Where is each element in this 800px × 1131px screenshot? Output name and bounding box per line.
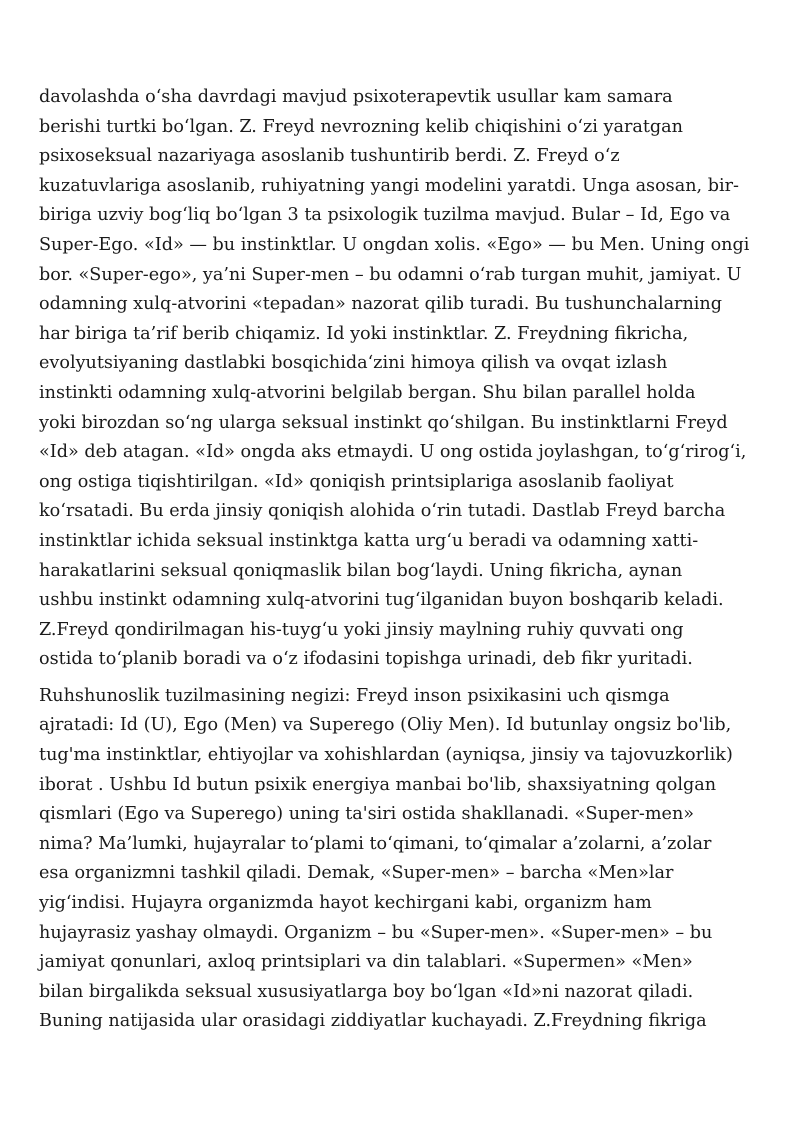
text-line: har biriga ta’rif berib chiqamiz. Id yoki instinktlar. Z. Freydning fikricha, — [39, 323, 689, 344]
text-line: instinkti odamning xulq-atvorini belgilab bergan. Shu bilan parallel holda — [39, 382, 696, 403]
text-line: koʻrsatadi. Bu erda jinsiy qoniqish alohida oʻrin tutadi. Dastlab Freyd barcha — [39, 501, 726, 522]
text-line: ong ostiga tiqishtirilgan. «Id» qoniqish printsiplariga asoslanib faoliyat — [39, 471, 674, 492]
text-line: Buning natijasida ular orasidagi ziddiyatlar kuchayadi. Z.Freydning fikriga — [39, 1011, 707, 1032]
text-line: biriga uzviy bogʻliq boʻlgan 3 ta psixologik tuzilma mavjud. Bular – Id, Ego va — [39, 205, 731, 226]
text-line: psixoseksual nazariyaga asoslanib tushuntirib berdi. Z. Freyd oʻz — [39, 146, 620, 167]
text-line: harakatlarini seksual qoniqmaslik bilan bogʻlaydi. Uning fikricha, aynan — [39, 560, 683, 581]
text-line: yigʻindisi. Hujayra organizmda hayot kechirgani kabi, organizm ham — [39, 893, 652, 914]
text-line: esa organizmni tashkil qiladi. Demak, «Super-men» – barcha «Men»lar — [39, 863, 674, 884]
text-line: evolyutsiyaning dastlabki bosqichidaʻzini himoya qilish va ovqat izlash — [39, 353, 668, 374]
text-line: berishi turtki boʻlgan. Z. Freyd nevrozning kelib chiqishini oʻzi yaratgan — [39, 116, 683, 137]
text-line: jamiyat qonunlari, axloq printsiplari va din talablari. «Supermen» «Men» — [39, 952, 693, 973]
text-line: kuzatuvlariga asoslanib, ruhiyatning yangi modelini yaratdi. Unga asosan, bir- — [39, 175, 739, 196]
text-line: tug'ma instinktlar, ehtiyojlar va xohishlardan (ayniqsa, jinsiy va tajovuzkorlik) — [39, 745, 733, 766]
text-line: ostida toʻplanib boradi va oʻz ifodasini topishga urinadi, deb fikr yuritadi. — [39, 649, 693, 670]
text-line: ushbu instinkt odamning xulq-atvorini tugʻilganidan buyon boshqarib keladi. — [39, 590, 724, 611]
text-line: Super-Ego. «Id» — bu instinktlar. U ongdan xolis. «Ego» — bu Men. Uning ongi — [39, 234, 750, 255]
text-line: instinktlar ichida seksual instinktga katta urgʻu beradi va odamning xatti- — [39, 530, 699, 551]
text-line: iborat . Ushbu Id butun psixik energiya manbai bo'lib, shaxsiyatning qolgan — [39, 774, 717, 795]
text-line: bilan birgalikda seksual xususiyatlarga boy boʻlgan «Id»ni nazorat qiladi. — [39, 981, 694, 1002]
paragraph-2 — [39, 682, 766, 1037]
document-page — [39, 83, 766, 1037]
text-line: Ruhshunoslik tuzilmasining negizi: Freyd inson psixikasini uch qismga — [39, 685, 670, 706]
text-line: hujayrasiz yashay olmaydi. Organizm – bu «Super-men». «Super-men» – bu — [39, 922, 713, 943]
text-line: «Id» deb atagan. «Id» ongda aks etmaydi. U ong ostida joylashgan, toʻgʻrirogʻi, — [39, 442, 747, 463]
text-line: nima? Ma’lumki, hujayralar toʻplami toʻqimani, toʻqimalar a’zolarni, a’zolar — [39, 833, 712, 854]
text-line: ajratadi: Id (U), Ego (Men) va Superego (Oliy Men). Id butunlay ongsiz bo'lib, — [39, 715, 732, 736]
text-line: davolashda oʻsha davrdagi mavjud psixoterapevtik usullar kam samara — [39, 87, 673, 107]
text-line: Z.Freyd qondirilmagan his-tuygʻu yoki jinsiy maylning ruhiy quvvati ong — [39, 619, 684, 640]
text-line: qismlari (Ego va Superego) uning ta'siri ostida shakllanadi. «Super-men» — [39, 804, 695, 825]
paragraph-1 — [39, 83, 766, 675]
text-line: yoki birozdan soʻng ularga seksual instinkt qoʻshilgan. Bu instinktlarni Freyd — [39, 412, 728, 433]
text-line: bor. «Super-ego», ya’ni Super-men – bu odamni oʻrab turgan muhit, jamiyat. U — [39, 264, 742, 285]
text-line: odamning xulq-atvorini «tepadan» nazorat qilib turadi. Bu tushunchalarning — [39, 294, 723, 315]
